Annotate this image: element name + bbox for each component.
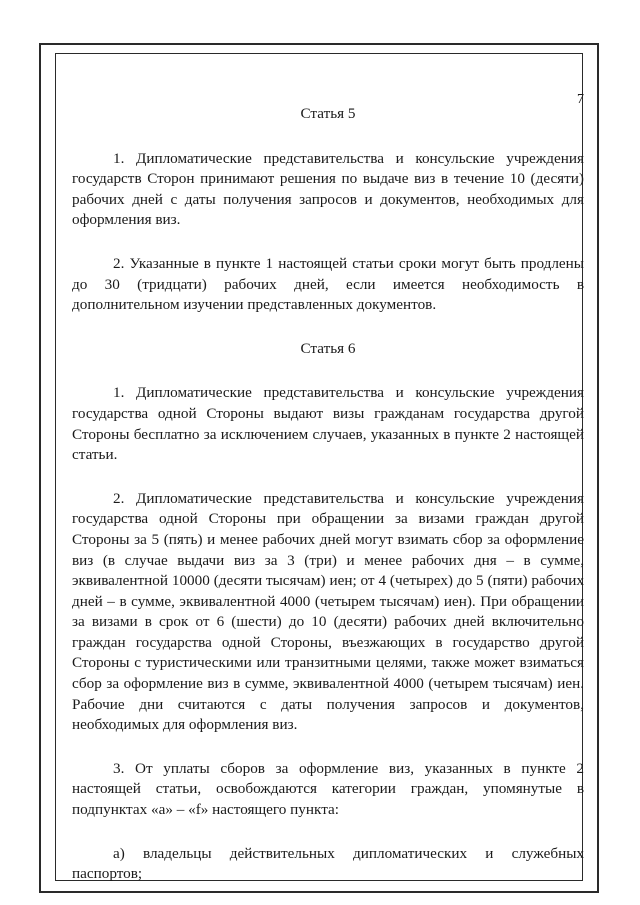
- document-body: [72, 104, 584, 885]
- article-6-heading: Статья 6: [300, 339, 356, 357]
- article-5-heading: Статья 5: [300, 105, 356, 122]
- article-6-paragraph-3a: а) владельцы действительных дипломатических и служебных паспортов;: [72, 844, 584, 883]
- article-5-paragraph-2: 2. Указанные в пункте 1 настоящей статьи сроки могут быть продлены до 30 (тридцати) рабочих дней, если имеется необходимость в дополнительном изучении представленных документов.: [72, 254, 584, 314]
- article-5-paragraph-1: 1. Дипломатические представительства и консульские учреждения государств Сторон принимают решения по выдаче виз в течение 10 (десяти) рабочих дней с даты получения запросов и документов, необходимых для оформления виз.: [72, 149, 584, 229]
- article-6-paragraph-3: 3. От уплаты сборов за оформление виз, указанных в пункте 2 настоящей статьи, освобождаются категории граждан, упомянутые в подпунктах «а» – «f» настоящего пункта:: [72, 759, 584, 819]
- page-number: 7: [577, 92, 584, 107]
- article-6-paragraph-2: 2. Дипломатические представительства и консульские учреждения государства одной Стороны при обращении за визами граждан другой Стороны за 5 (пять) и менее рабочих дней могут взимать сбор за оформление виз (в случае выдачи виз за 3 (три) и менее рабочих дня – в сумме, эквивалентной 10000 (десяти тысячам) иен; от 4 (четырех) до 5 (пяти) рабочих дней – в сумме, эквивалентной 4000 (четырем тысячам) иен). При обращении за визами в срок от 6 (шести) до 10 (десяти) рабочих дней включительно граждан государства одной Стороны, въезжающих в государство другой Стороны с туристическими или транзитными целями, также может взиматься сбор за оформление виз в сумме, эквивалентной 4000 (четырем тысячам) иен. Рабочие дни считаются с даты получения запросов и документов, необходимых для оформления виз.: [72, 489, 584, 734]
- article-6-paragraph-1: 1. Дипломатические представительства и консульские учреждения государства одной Стороны выдают визы гражданам государства другой Стороны бесплатно за исключением случаев, указанных в пункте 2 настоящей статьи.: [72, 384, 584, 464]
